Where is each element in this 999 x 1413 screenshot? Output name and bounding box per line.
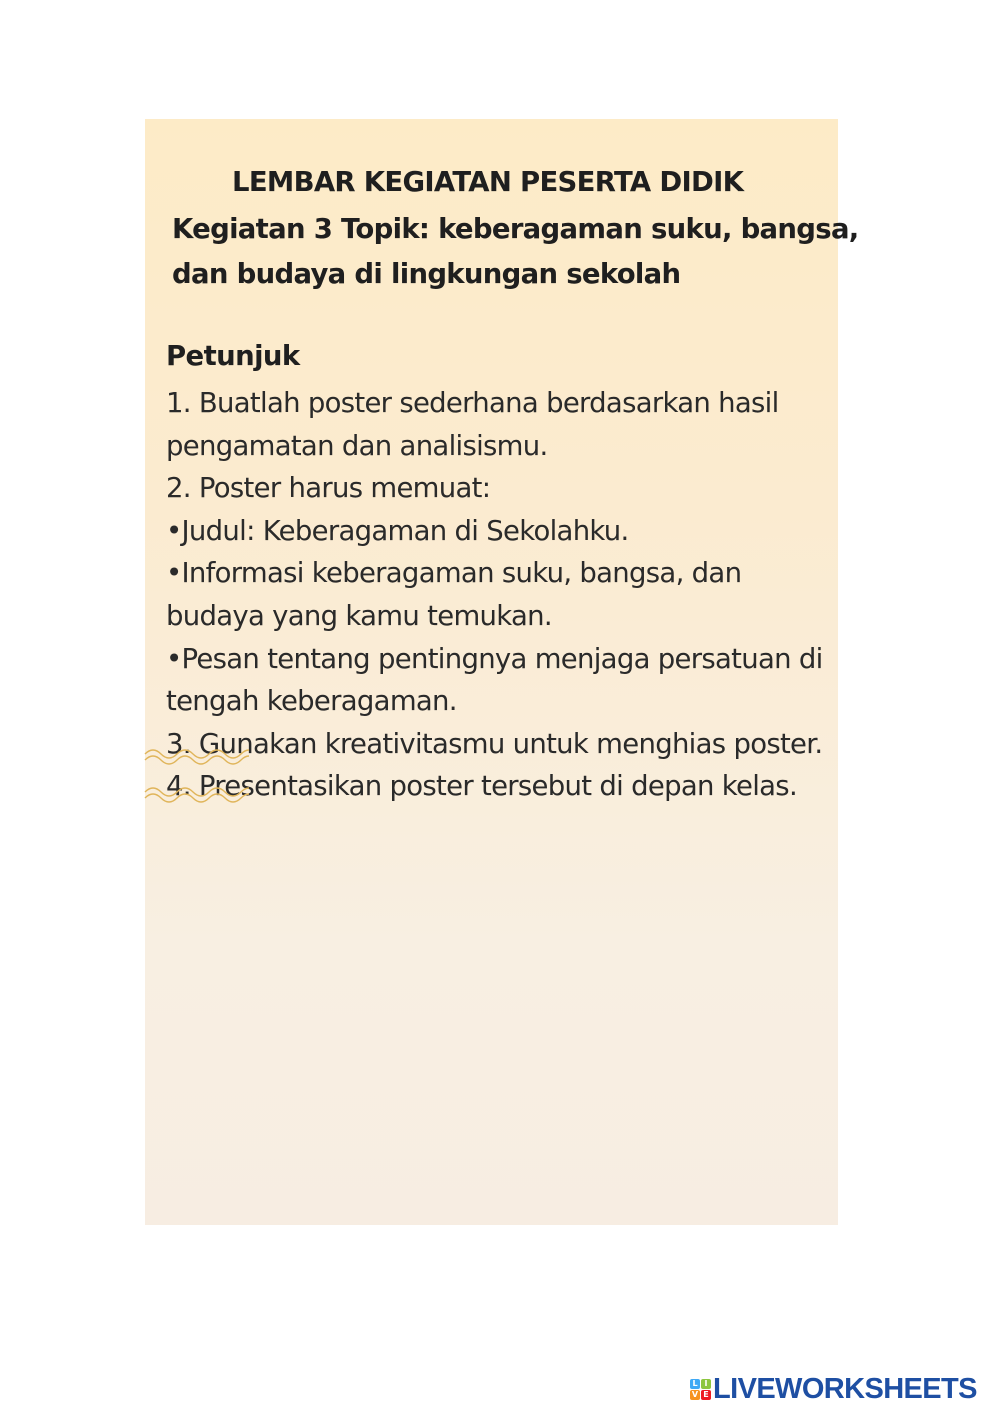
- instruction-line: •Pesan tentang pentingnya menjaga persatuan di: [166, 642, 823, 675]
- worksheet-subtitle: [172, 207, 859, 297]
- logo-mark-letter: I: [701, 1379, 711, 1389]
- liveworksheets-logo[interactable]: [690, 1374, 977, 1404]
- instruction-line: tengah keberagaman.: [166, 685, 457, 718]
- worksheet-title: LEMBAR KEGIATAN PESERTA DIDIK: [232, 166, 744, 198]
- subtitle-line: Kegiatan 3 Topik: keberagaman suku, bangsa,: [172, 213, 859, 245]
- wavy-decoration-icon: [143, 740, 249, 806]
- logo-mark-letter: L: [690, 1379, 700, 1389]
- instruction-line: •Informasi keberagaman suku, bangsa, dan: [166, 557, 742, 590]
- instruction-line: 1. Buatlah poster sederhana berdasarkan hasil: [166, 387, 779, 419]
- subtitle-line: dan budaya di lingkungan sekolah: [172, 258, 681, 290]
- instruction-line: budaya yang kamu temukan.: [166, 599, 552, 632]
- logo-mark-letter: V: [691, 1389, 699, 1399]
- instruction-line: •Judul: Keberagaman di Sekolahku.: [166, 514, 629, 547]
- instruction-line: pengamatan dan analisismu.: [166, 429, 548, 462]
- instruction-line: 4. Presentasikan poster tersebut di depan kelas.: [166, 770, 797, 803]
- instructions-heading: Petunjuk: [166, 340, 300, 372]
- instruction-line: 2. Poster harus memuat:: [166, 472, 491, 505]
- logo-text: LIVEWORKSHEETS: [713, 1372, 977, 1405]
- liveworksheets-logo-icon: [690, 1379, 711, 1400]
- instruction-line: 3. Gunakan kreativitasmu untuk menghias poster.: [166, 727, 823, 760]
- logo-mark-letter: E: [701, 1390, 711, 1400]
- instructions-list: [166, 382, 846, 808]
